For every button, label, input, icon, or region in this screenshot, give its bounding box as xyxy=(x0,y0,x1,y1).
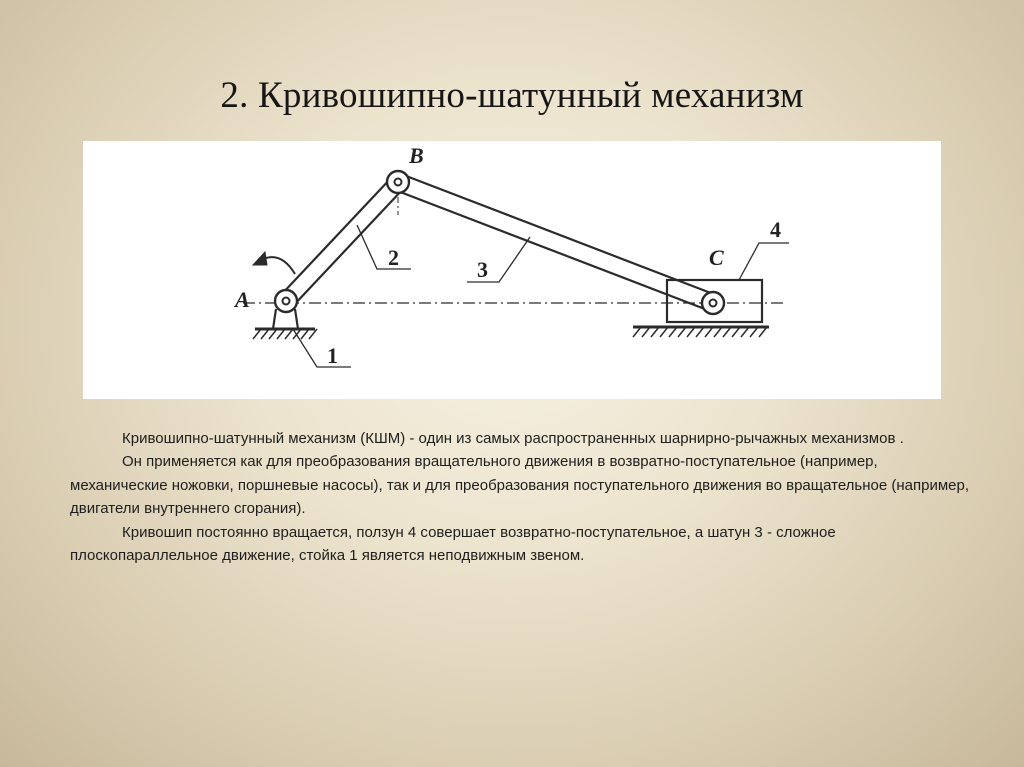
paragraph-1: Кривошипно-шатунный механизм (КШМ) - один из самых распространенных шарнирно-рычажных механизмов . xyxy=(122,430,904,447)
slide-title: 2. Кривошипно-шатунный механизм xyxy=(220,75,804,116)
rotation-arrowhead xyxy=(253,252,267,265)
paragraph-2: Он применяется как для преобразования вращательного движения в возвратно-поступательное (например, механические ножовки, поршневые насосы), так и для преобразования поступательного движения во вращательное (например, двигатели внутреннего сгорания). xyxy=(70,453,969,518)
leader-2 xyxy=(357,225,411,269)
crank-2 xyxy=(280,177,404,307)
mechanism-drawing xyxy=(83,141,941,399)
part-label-3: 3 xyxy=(477,257,488,282)
part-label-4: 4 xyxy=(770,217,781,242)
part-label-2: 2 xyxy=(388,245,399,270)
point-label-b: B xyxy=(409,143,424,168)
mechanism-diagram xyxy=(83,141,941,399)
leader-1 xyxy=(293,329,351,367)
point-label-c: C xyxy=(709,245,724,270)
point-label-a: A xyxy=(235,287,250,312)
description-text xyxy=(70,427,970,567)
part-label-1: 1 xyxy=(327,343,338,368)
paragraph-3: Кривошип постоянно вращается, ползун 4 совершает возвратно-поступательное, а шатун 3 - сложное плоскопараллельное движение, стойка 1 является неподвижным звеном. xyxy=(70,523,836,565)
leader-4 xyxy=(739,243,789,280)
